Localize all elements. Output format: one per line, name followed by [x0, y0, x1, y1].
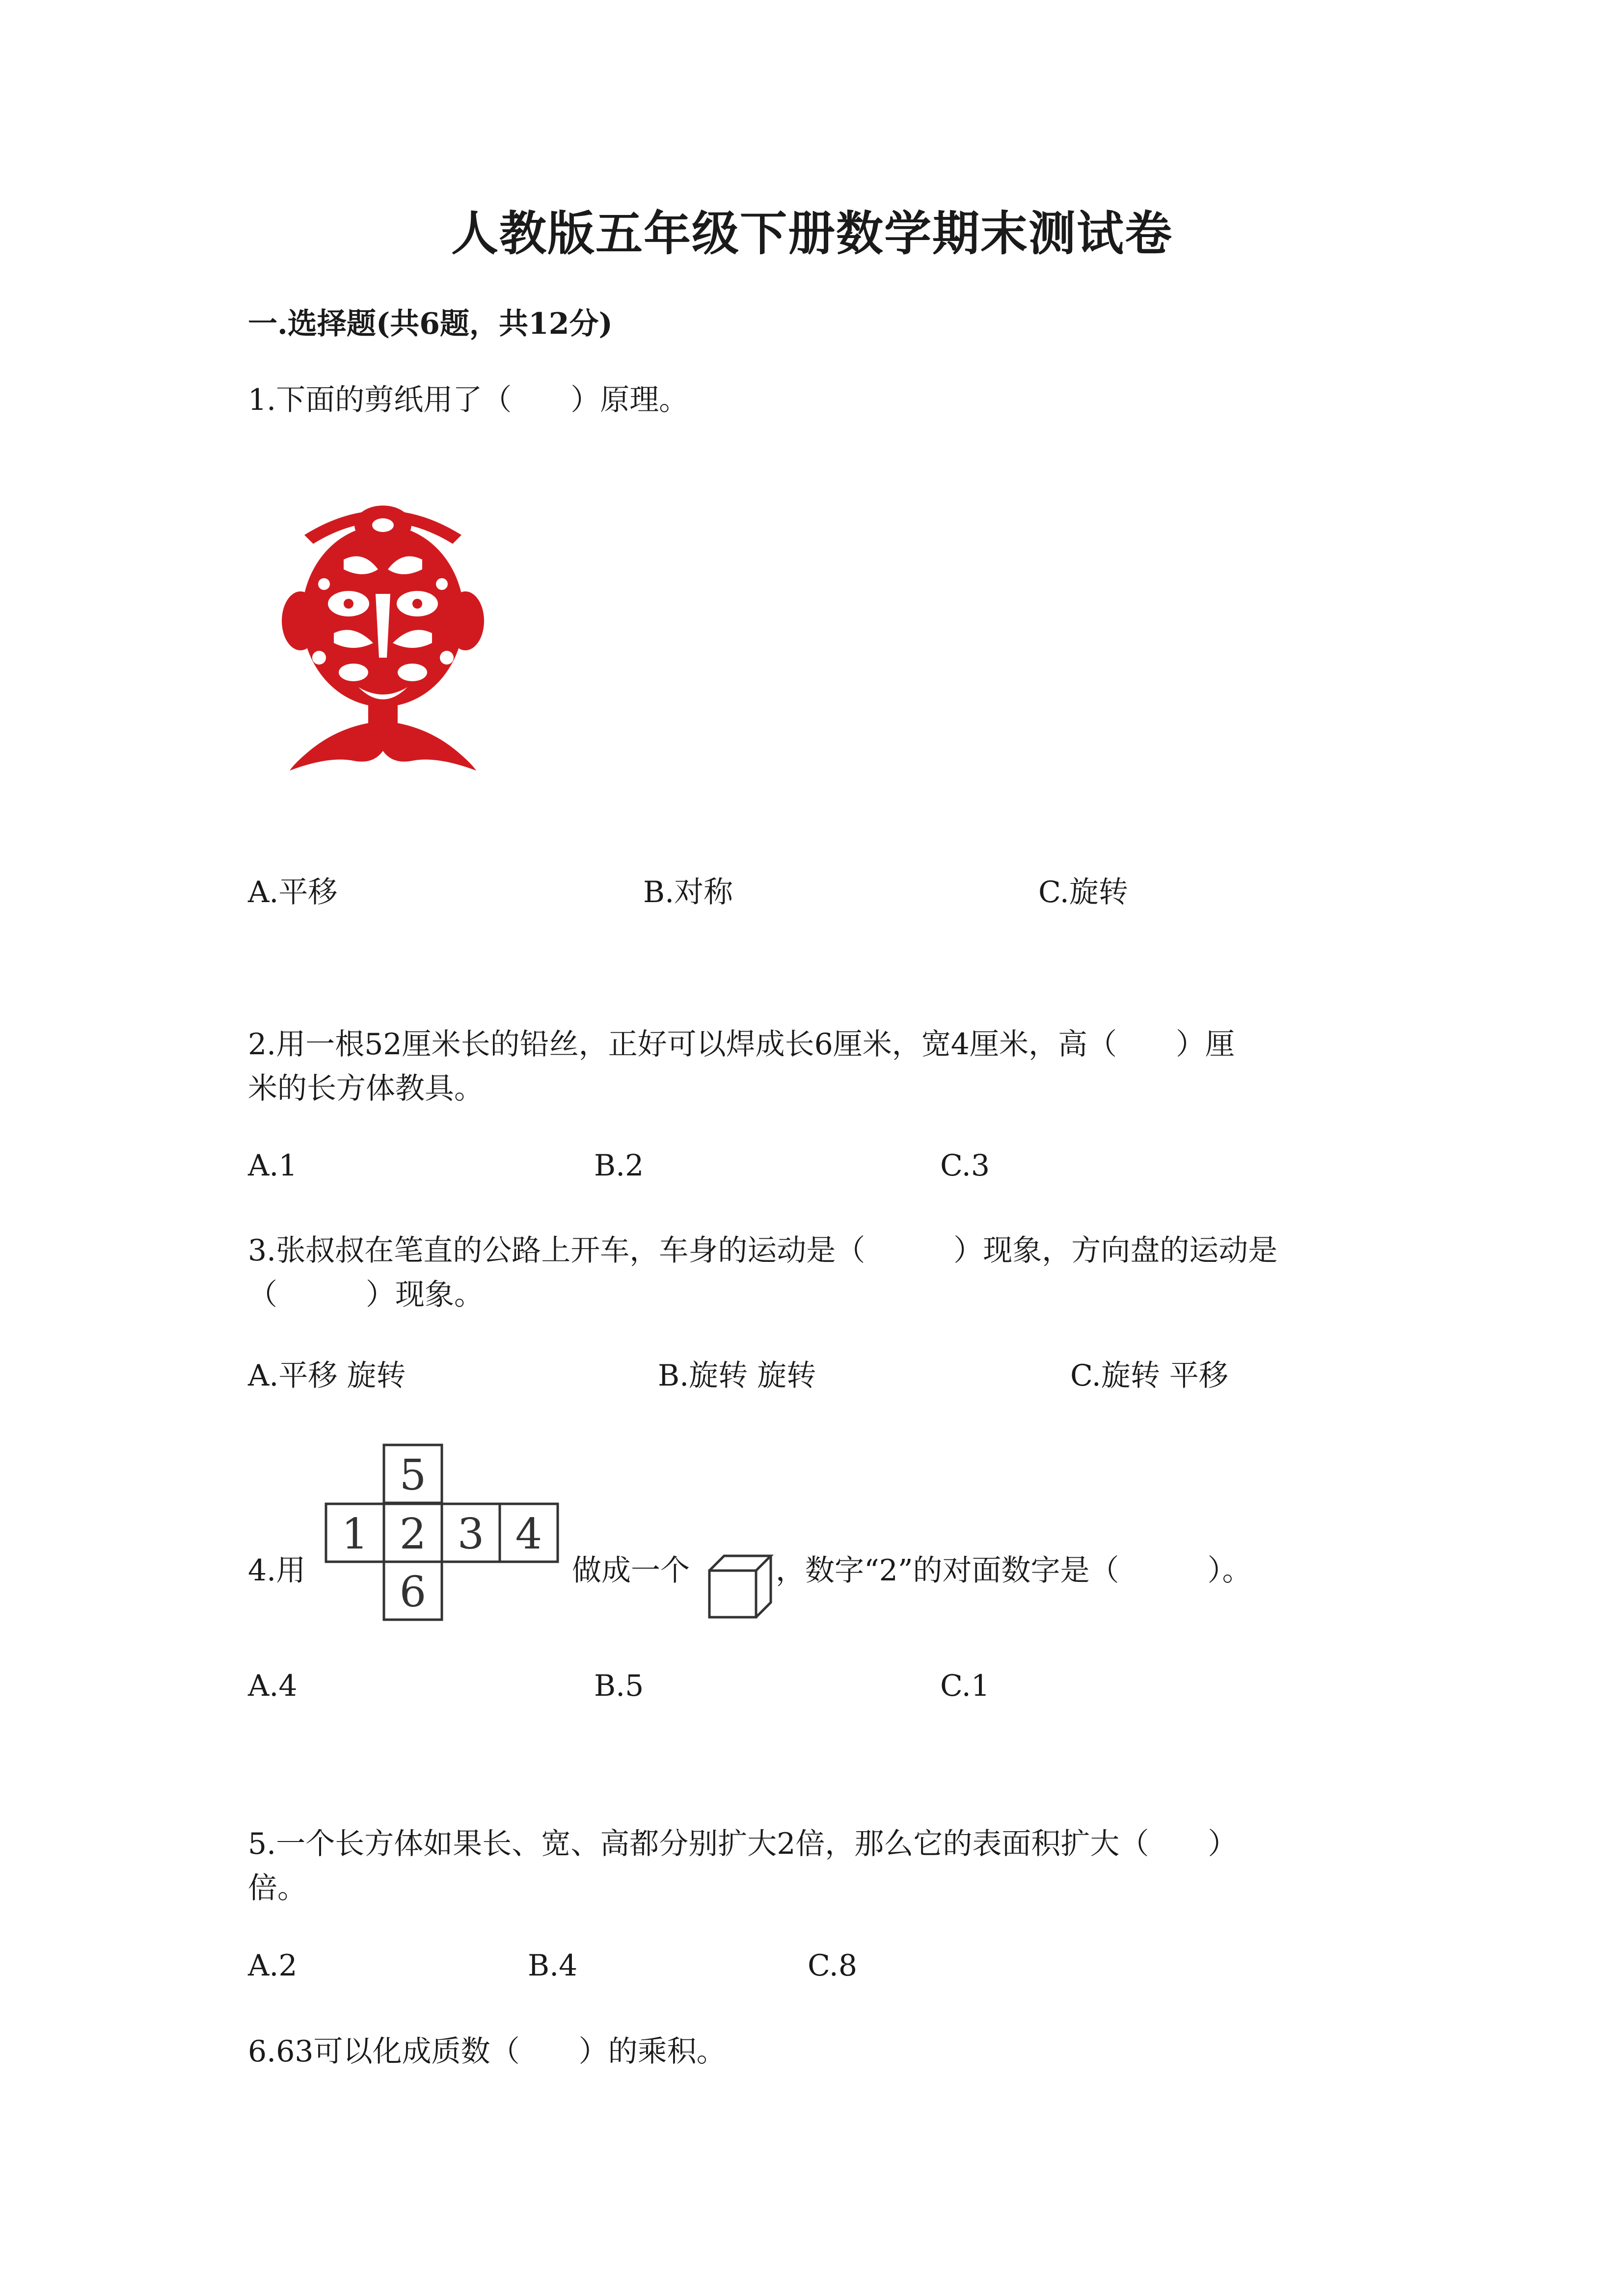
net-label-center: 2 — [399, 1510, 427, 1559]
question-5-line2: 倍。 — [248, 1871, 307, 1905]
question-4-suffix: ，数字“2”的对面数字是（ ）。 — [776, 1553, 1252, 1588]
q4-option-c: C.1 — [940, 1669, 990, 1703]
q5-option-a: A.2 — [248, 1949, 298, 1983]
net-label-far-right: 4 — [515, 1510, 542, 1559]
papercut-image — [275, 496, 491, 771]
q2-option-a: A.1 — [248, 1148, 298, 1183]
net-label-left: 1 — [341, 1510, 369, 1559]
net-label-bottom: 6 — [399, 1568, 427, 1617]
q3-option-b: B.旋转 旋转 — [658, 1359, 816, 1393]
question-4-prefix: 4.用 — [248, 1553, 306, 1588]
cube-icon — [707, 1553, 776, 1622]
question-3-line2: （ ）现象。 — [248, 1278, 484, 1312]
question-5-line1: 5.一个长方体如果长、宽、高都分别扩大2倍，那么它的表面积扩大（ ） — [248, 1827, 1238, 1861]
question-3-line1: 3.张叔叔在笔直的公路上开车，车身的运动是（ ）现象，方向盘的运动是 — [248, 1233, 1278, 1268]
section-heading: 一.选择题(共6题，共12分) — [248, 307, 613, 341]
net-label-right: 3 — [457, 1510, 485, 1559]
q1-option-b: B.对称 — [643, 875, 733, 909]
q2-option-b: B.2 — [594, 1148, 644, 1183]
cube-net-diagram — [324, 1443, 565, 1625]
q3-option-c: C.旋转 平移 — [1070, 1359, 1228, 1393]
q5-option-b: B.4 — [528, 1949, 578, 1983]
q1-option-c: C.旋转 — [1038, 875, 1128, 909]
net-label-top: 5 — [399, 1451, 427, 1500]
question-4-middle: 做成一个 — [572, 1553, 690, 1588]
q1-option-a: A.平移 — [248, 875, 338, 909]
question-2-line2: 米的长方体教具。 — [248, 1071, 484, 1106]
question-1-text: 1.下面的剪纸用了（ ）原理。 — [248, 383, 689, 417]
q4-option-b: B.5 — [594, 1669, 644, 1703]
q4-option-a: A.4 — [248, 1669, 298, 1703]
q3-option-a: A.平移 旋转 — [248, 1359, 406, 1393]
question-2-line1: 2.用一根52厘米长的铅丝，正好可以焊成长6厘米，宽4厘米，高（ ）厘 — [248, 1027, 1235, 1062]
page-title: 人教版五年级下册数学期末测试卷 — [451, 206, 1173, 261]
q2-option-c: C.3 — [940, 1148, 990, 1183]
q5-option-c: C.8 — [808, 1949, 858, 1983]
question-6-text: 6.63可以化成质数（ ）的乘积。 — [248, 2034, 726, 2069]
